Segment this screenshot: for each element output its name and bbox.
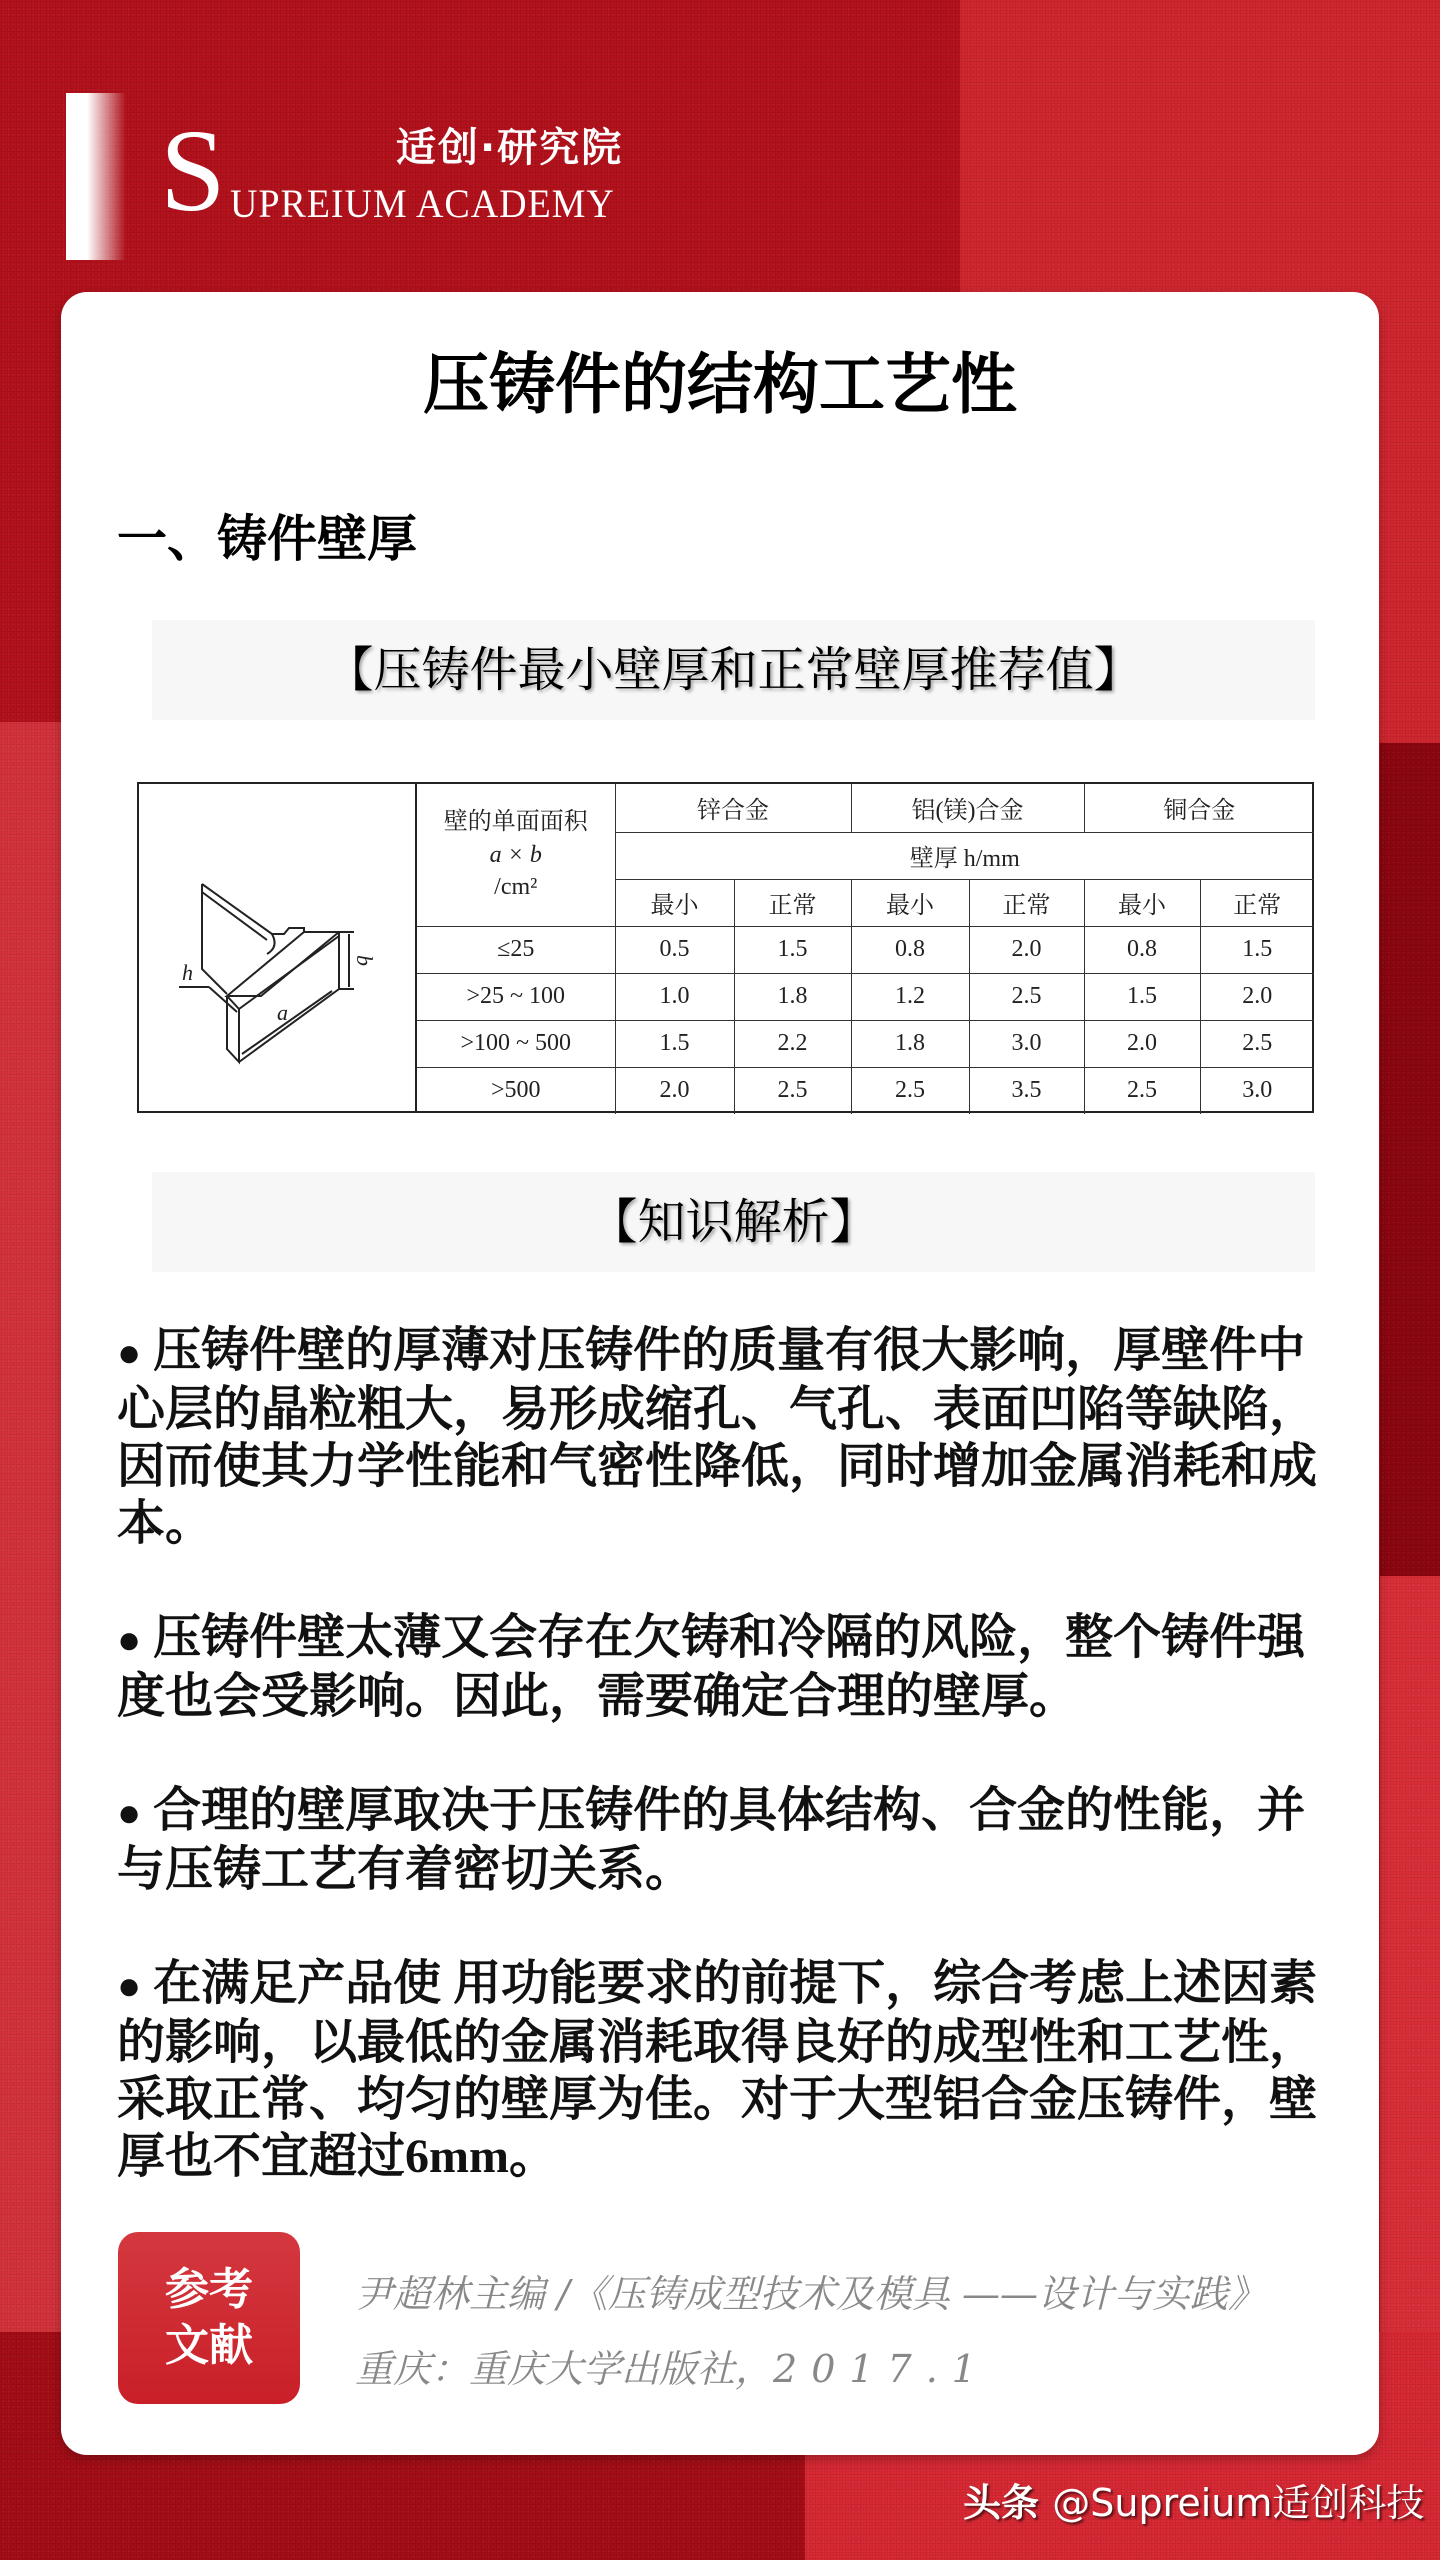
bullet-icon: ● <box>117 1790 142 1835</box>
sub-header: 正常 <box>969 879 1084 926</box>
reference-citation <box>355 2257 1266 2407</box>
bullet-icon: ● <box>117 1617 142 1662</box>
background-panel-right-dark <box>1380 743 1440 1576</box>
alloy-header-copper: 铜合金 <box>1084 784 1314 832</box>
thickness-unit-header: 壁厚 h/mm <box>615 832 1314 879</box>
reference-badge <box>118 2232 300 2404</box>
reference-year: 2017.1 <box>773 2347 990 2391</box>
analysis-banner-text: 【知识解析】 <box>589 1194 878 1250</box>
casting-wall-figure <box>139 784 417 1111</box>
list-item: ● 压铸件壁太薄又会存在欠铸和冷隔的风险，整个铸件强度也会受影响。因此，需要确定合理的壁厚。 <box>117 1611 1306 1723</box>
reference-line-1: 尹超林主编 /《压铸成型技术及模具 ——设计与实践》 <box>355 2272 1266 2316</box>
table-row: >500 2.0 2.5 2.5 3.5 2.5 3.0 <box>417 1067 1314 1114</box>
list-item: ● 在满足产品使 用功能要求的前提下，综合考虑上述因素的影响，以最低的金属消耗取得良好的成型性和工艺性，采取正常、均匀的壁厚为佳。对于大型铝合金压铸件，壁厚也不宜超过6mm。 <box>117 1957 1318 2183</box>
thickness-data-table <box>417 784 1314 1114</box>
background-panel-left <box>0 722 62 2332</box>
alloy-header-zinc: 锌合金 <box>615 784 851 832</box>
table-banner-text: 【压铸件最小壁厚和正常壁厚推荐值】 <box>325 642 1142 698</box>
sub-header: 最小 <box>1084 879 1200 926</box>
list-item: ● 压铸件壁的厚薄对压铸件的质量有很大影响，厚壁件中心层的晶粒粗大，易形成缩孔、气孔、表面凹陷等缺陷，因而使其力学性能和气密性降低，同时增加金属消耗和成本。 <box>117 1324 1318 1550</box>
figure-label-b: b <box>352 955 377 966</box>
watermark-handle: @Supreium适创科技 <box>1052 2481 1425 2525</box>
bullet-icon: ● <box>117 1330 142 1375</box>
watermark-platform: 头条 <box>963 2481 1040 2525</box>
logo-name-en: UPREIUM ACADEMY <box>230 181 615 226</box>
figure-label-h: h <box>182 960 193 985</box>
alloy-header-aluminum: 铝(镁)合金 <box>851 784 1084 832</box>
watermark <box>963 2481 1425 2525</box>
page-title: 压铸件的结构工艺性 <box>423 346 1017 423</box>
sub-header: 最小 <box>851 879 969 926</box>
sub-header: 最小 <box>615 879 734 926</box>
table-row: >25 ~ 100 1.0 1.8 1.2 2.5 1.5 2.0 <box>417 973 1314 1020</box>
wall-thickness-table <box>137 782 1314 1113</box>
figure-label-a: a <box>277 1000 288 1025</box>
analysis-list <box>117 1322 1337 2242</box>
logo-accent-bar <box>66 93 126 260</box>
analysis-banner <box>152 1172 1315 1272</box>
logo-initial: S <box>160 105 226 236</box>
table-banner <box>152 620 1315 720</box>
table-row: ≤25 0.5 1.5 0.8 2.0 0.8 1.5 <box>417 926 1314 973</box>
sub-header: 正常 <box>1200 879 1314 926</box>
sub-header: 正常 <box>734 879 851 926</box>
t-wall-diagram-icon <box>139 784 415 1111</box>
table-row: >100 ~ 500 1.5 2.2 1.8 3.0 2.0 2.5 <box>417 1020 1314 1067</box>
area-column-header: 壁的单面面积 a × b /cm² <box>417 784 615 926</box>
reference-line-2: 重庆：重庆大学出版社，2017.1 <box>355 2347 990 2391</box>
logo-name-cn: 适创·研究院 <box>396 125 624 171</box>
list-item: ● 合理的壁厚取决于压铸件的具体结构、合金的性能，并与压铸工艺有着密切关系。 <box>117 1784 1306 1896</box>
content-card <box>61 292 1379 2455</box>
section-heading: 一、铸件壁厚 <box>117 510 417 568</box>
bullet-icon: ● <box>117 1963 142 2008</box>
reference-badge-label: 参考文献 <box>165 2264 253 2371</box>
